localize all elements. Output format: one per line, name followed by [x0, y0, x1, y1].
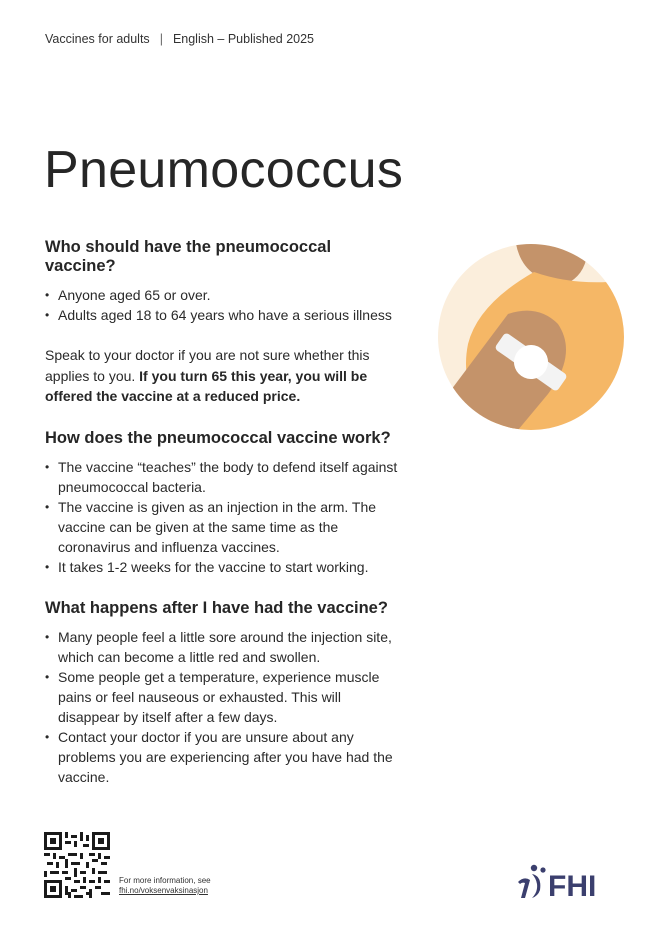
page-title: Pneumococcus — [44, 141, 404, 199]
list-item: • It takes 1-2 weeks for the vaccine to start working. — [45, 557, 405, 577]
list-item: • The vaccine “teaches” the body to defend itself against pneumococcal bacteria. — [45, 457, 405, 497]
paragraph-text: Speak to your doctor if you are not sure whether this applies to you. — [45, 347, 370, 384]
header-separator: | — [159, 32, 163, 46]
paragraph-bold-text: If you turn 65 this year, you will be offered the vaccine at a reduced price. — [45, 367, 368, 404]
list-item: • Contact your doctor if you are unsure about any problems you are experiencing after you have had the vaccine. — [45, 727, 405, 787]
section-heading: How does the pneumococcal vaccine work? — [45, 428, 391, 447]
section-how — [45, 429, 405, 577]
section-after — [45, 599, 405, 787]
document-header — [45, 32, 314, 46]
list-item: • Many people feel a little sore around the injection site, which can become a little red and swollen. — [45, 627, 405, 667]
more-info — [119, 876, 211, 896]
main-content — [45, 238, 405, 809]
header-language: English – Published 2025 — [172, 32, 315, 46]
header-category: Vaccines for adults — [45, 32, 150, 46]
section-heading: Who should have the pneumococcal vaccine? — [45, 238, 332, 275]
list-item: • The vaccine is given as an injection in the arm. The vaccine can be given at the same time as the coronavirus and influenza vaccines. — [45, 497, 405, 557]
section-heading: What happens after I have had the vaccine? — [45, 598, 388, 617]
qr-code-icon[interactable] — [44, 832, 110, 898]
more-info-text: For more information, see — [119, 876, 211, 885]
logo-text: FHI — [548, 870, 597, 902]
list-item: • Anyone aged 65 or over. — [45, 285, 405, 305]
list-item: • Some people get a temperature, experience muscle pains or feel nauseous or exhausted. This will disappear by itself after a few days. — [45, 667, 405, 727]
bullet-list — [45, 627, 405, 787]
fhi-logo — [516, 862, 612, 902]
more-info-link[interactable]: fhi.no/voksenvaksinasjon — [119, 886, 208, 895]
bullet-list — [45, 457, 405, 577]
section-who — [45, 238, 405, 407]
list-item: • Adults aged 18 to 64 years who have a serious illness — [45, 305, 405, 325]
bullet-list — [45, 285, 405, 325]
arm-bandage-illustration — [438, 244, 624, 430]
section-paragraph — [45, 345, 405, 407]
